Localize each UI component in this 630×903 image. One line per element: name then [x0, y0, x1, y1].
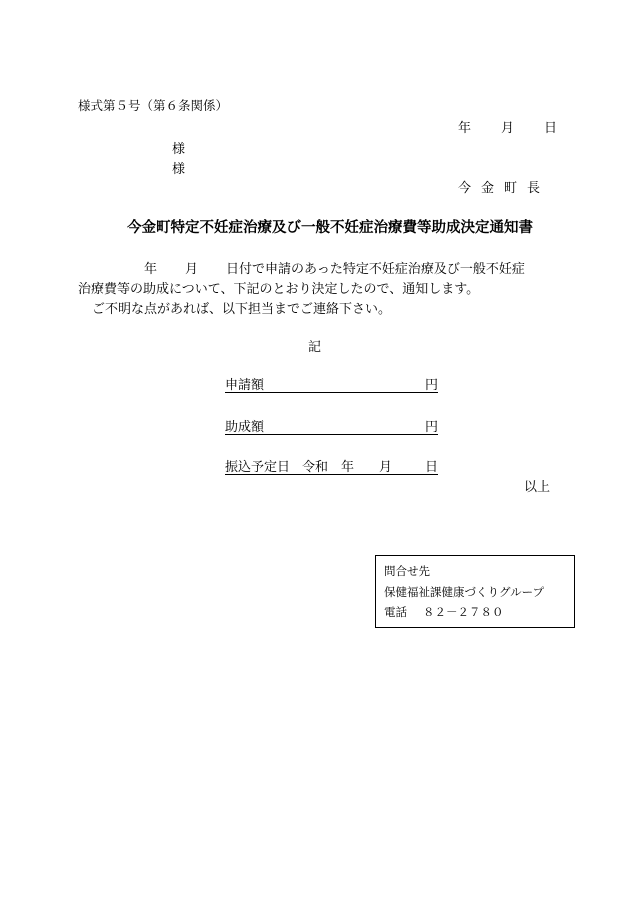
transfer-date-month: 月	[379, 460, 393, 475]
issuer-title: 今金町長	[458, 181, 551, 196]
body-line-2: 治療費等の助成について、下記のとおり決定したので、通知します。	[78, 282, 480, 297]
contact-phone-label: 電話	[384, 605, 407, 619]
end-mark: 以上	[524, 480, 551, 495]
ki-heading: 記	[308, 340, 322, 355]
body-line-3: ご不明な点があれば、以下担当までご連絡下さい。	[92, 302, 392, 317]
issue-date-month: 月	[501, 121, 515, 136]
addressee-line-1: 様	[172, 142, 186, 157]
transfer-date-label: 振込予定日	[225, 460, 291, 475]
body-year: 年	[144, 262, 158, 277]
issue-date-day: 日	[544, 121, 558, 136]
addressee-line-2: 様	[172, 162, 186, 177]
application-amount-row	[225, 374, 438, 393]
form-number: 様式第５号（第６条関係）	[78, 98, 229, 113]
contact-box	[375, 555, 575, 628]
body-line-1-text: 日付で申請のあった特定不妊症治療及び一般不妊症	[226, 262, 525, 277]
application-amount-unit: 円	[424, 378, 438, 393]
document-title: 今金町特定不妊症治療及び一般不妊症治療費等助成決定通知書	[127, 219, 533, 236]
contact-heading: 問合せ先	[384, 564, 430, 578]
body-month: 月	[185, 262, 199, 277]
subsidy-amount-label: 助成額	[225, 420, 265, 435]
subsidy-amount-row	[225, 416, 438, 435]
contact-phone	[384, 604, 504, 620]
body-line-1	[78, 258, 525, 277]
contact-department: 保健福祉課健康づくりグループ	[384, 585, 545, 599]
transfer-date-era: 令和	[302, 460, 329, 475]
application-amount-label: 申請額	[225, 378, 265, 393]
issue-date	[458, 117, 557, 136]
contact-phone-number: ８２－２７８０	[423, 605, 504, 619]
transfer-date-year: 年	[341, 460, 355, 475]
subsidy-amount-unit: 円	[424, 420, 438, 435]
transfer-date-day: 日	[424, 460, 438, 475]
issue-date-year: 年	[458, 121, 472, 136]
transfer-date-row	[225, 456, 438, 475]
transfer-date-parts	[225, 456, 392, 475]
